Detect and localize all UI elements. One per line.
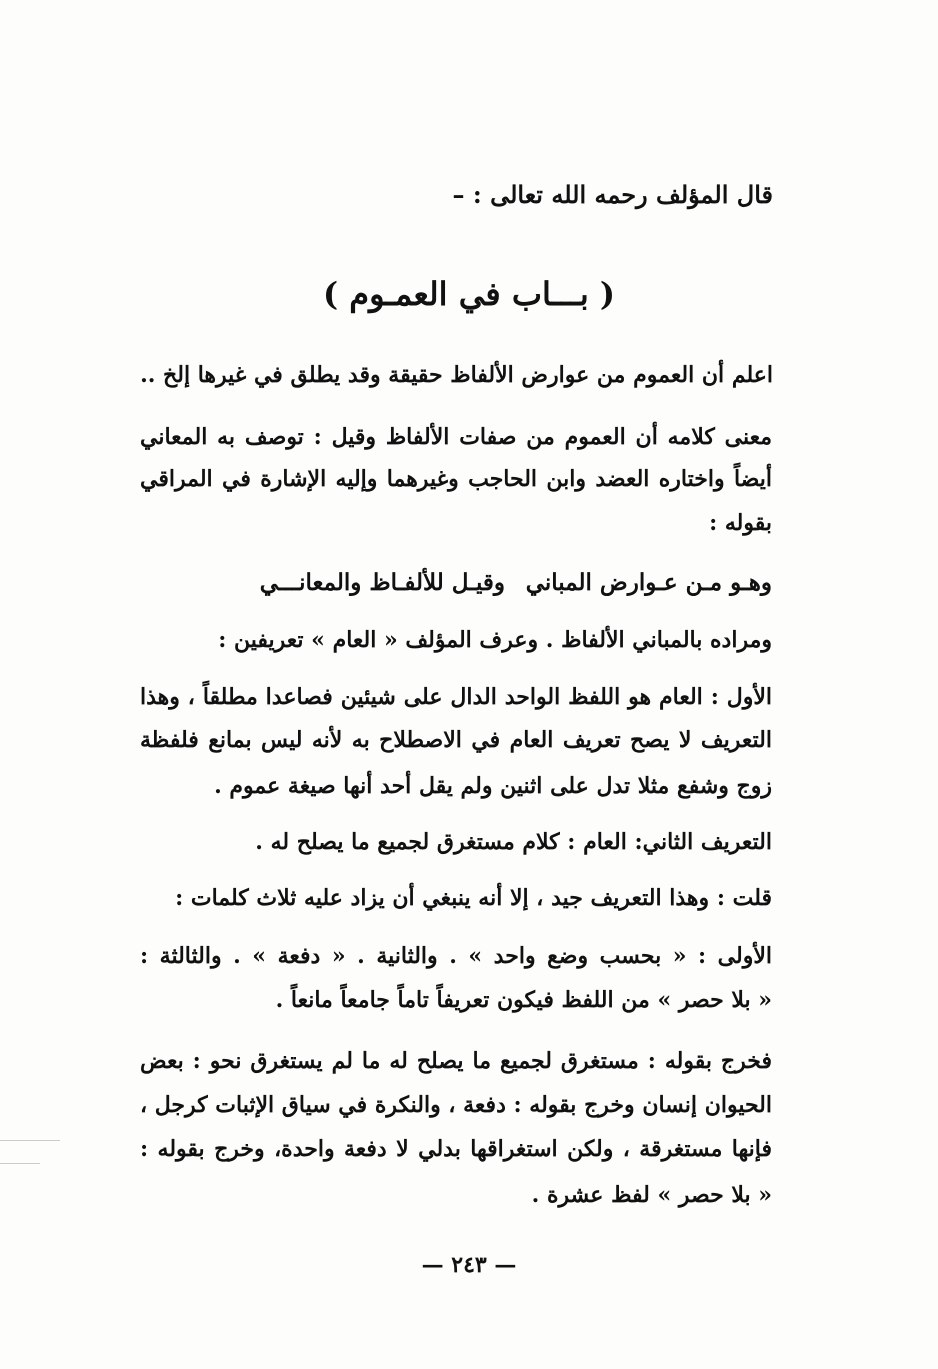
- text-line: معنى كلامه أن العموم من صفات الألفاظ وقيل : توصف به المعاني: [140, 424, 772, 450]
- text-line: قلت : وهذا التعريف جيد ، إلا أنه ينبغي أن يزاد عليه ثلاث كلمات :: [175, 885, 772, 911]
- text-line: زوج وشفع مثلا تدل على اثنين ولم يقل أحد أنها صيغة عموم .: [214, 773, 772, 799]
- verse-first-hemistich: وهـو مـن عـوارض المباني: [525, 569, 772, 596]
- text-line: ومراده بالمباني الألفاظ . وعرف المؤلف « العام » تعريفين :: [218, 627, 772, 653]
- text-line: بقوله :: [709, 510, 772, 536]
- page-number: — ٢٤٣ —: [421, 1252, 517, 1278]
- chapter-title: ( بـــاب في العمـوم ): [322, 275, 615, 313]
- text-line: التعريف لا يصح تعريف العام في الاصطلاح به لأنه ليس بمانع فلفظة: [140, 727, 772, 753]
- text-line: أيضاً واختاره العضد وابن الحاجب وغيرهما وإليه الإشارة في المراقي: [140, 466, 772, 492]
- text-line: الأولى : « بحسب وضع واحد » . والثانية . « دفعة » . والثالثة :: [140, 943, 772, 969]
- scan-edge-mark: [0, 1163, 40, 1164]
- text-line: فإنها مستغرقة ، ولكن استغراقها بدلي لا دفعة واحدة، وخرج بقوله :: [140, 1136, 772, 1162]
- text-line: الأول : العام هو اللفظ الواحد الدال على شيئين فصاعدا مطلقاً ، وهذا: [140, 684, 772, 710]
- text-line: « بلا حصر » لفظ عشرة .: [531, 1182, 772, 1208]
- text-line: الحيوان إنسان وخرج بقوله : دفعة ، والنكرة في سياق الإثبات كرجل ،: [140, 1092, 772, 1118]
- author-intro-heading: قال المؤلف رحمه الله تعالى : –: [452, 180, 773, 209]
- text-line: التعريف الثاني: العام : كلام مستغرق لجميع ما يصلح له .: [255, 829, 772, 855]
- text-line: فخرج بقوله : مستغرق لجميع ما يصلح له ما لم يستغرق نحو : بعض: [140, 1048, 772, 1074]
- text-line: اعلم أن العموم من عوارض الألفاظ حقيقة وقد يطلق في غيرها إلخ ..: [140, 362, 773, 388]
- text-line: « بلا حصر » من اللفظ فيكون تعريفاً تاماً جامعاً مانعاً .: [275, 987, 772, 1013]
- scan-edge-mark: [0, 1140, 60, 1141]
- verse-second-hemistich: وقيـل للألفـاظ والمعانـــي: [259, 569, 505, 596]
